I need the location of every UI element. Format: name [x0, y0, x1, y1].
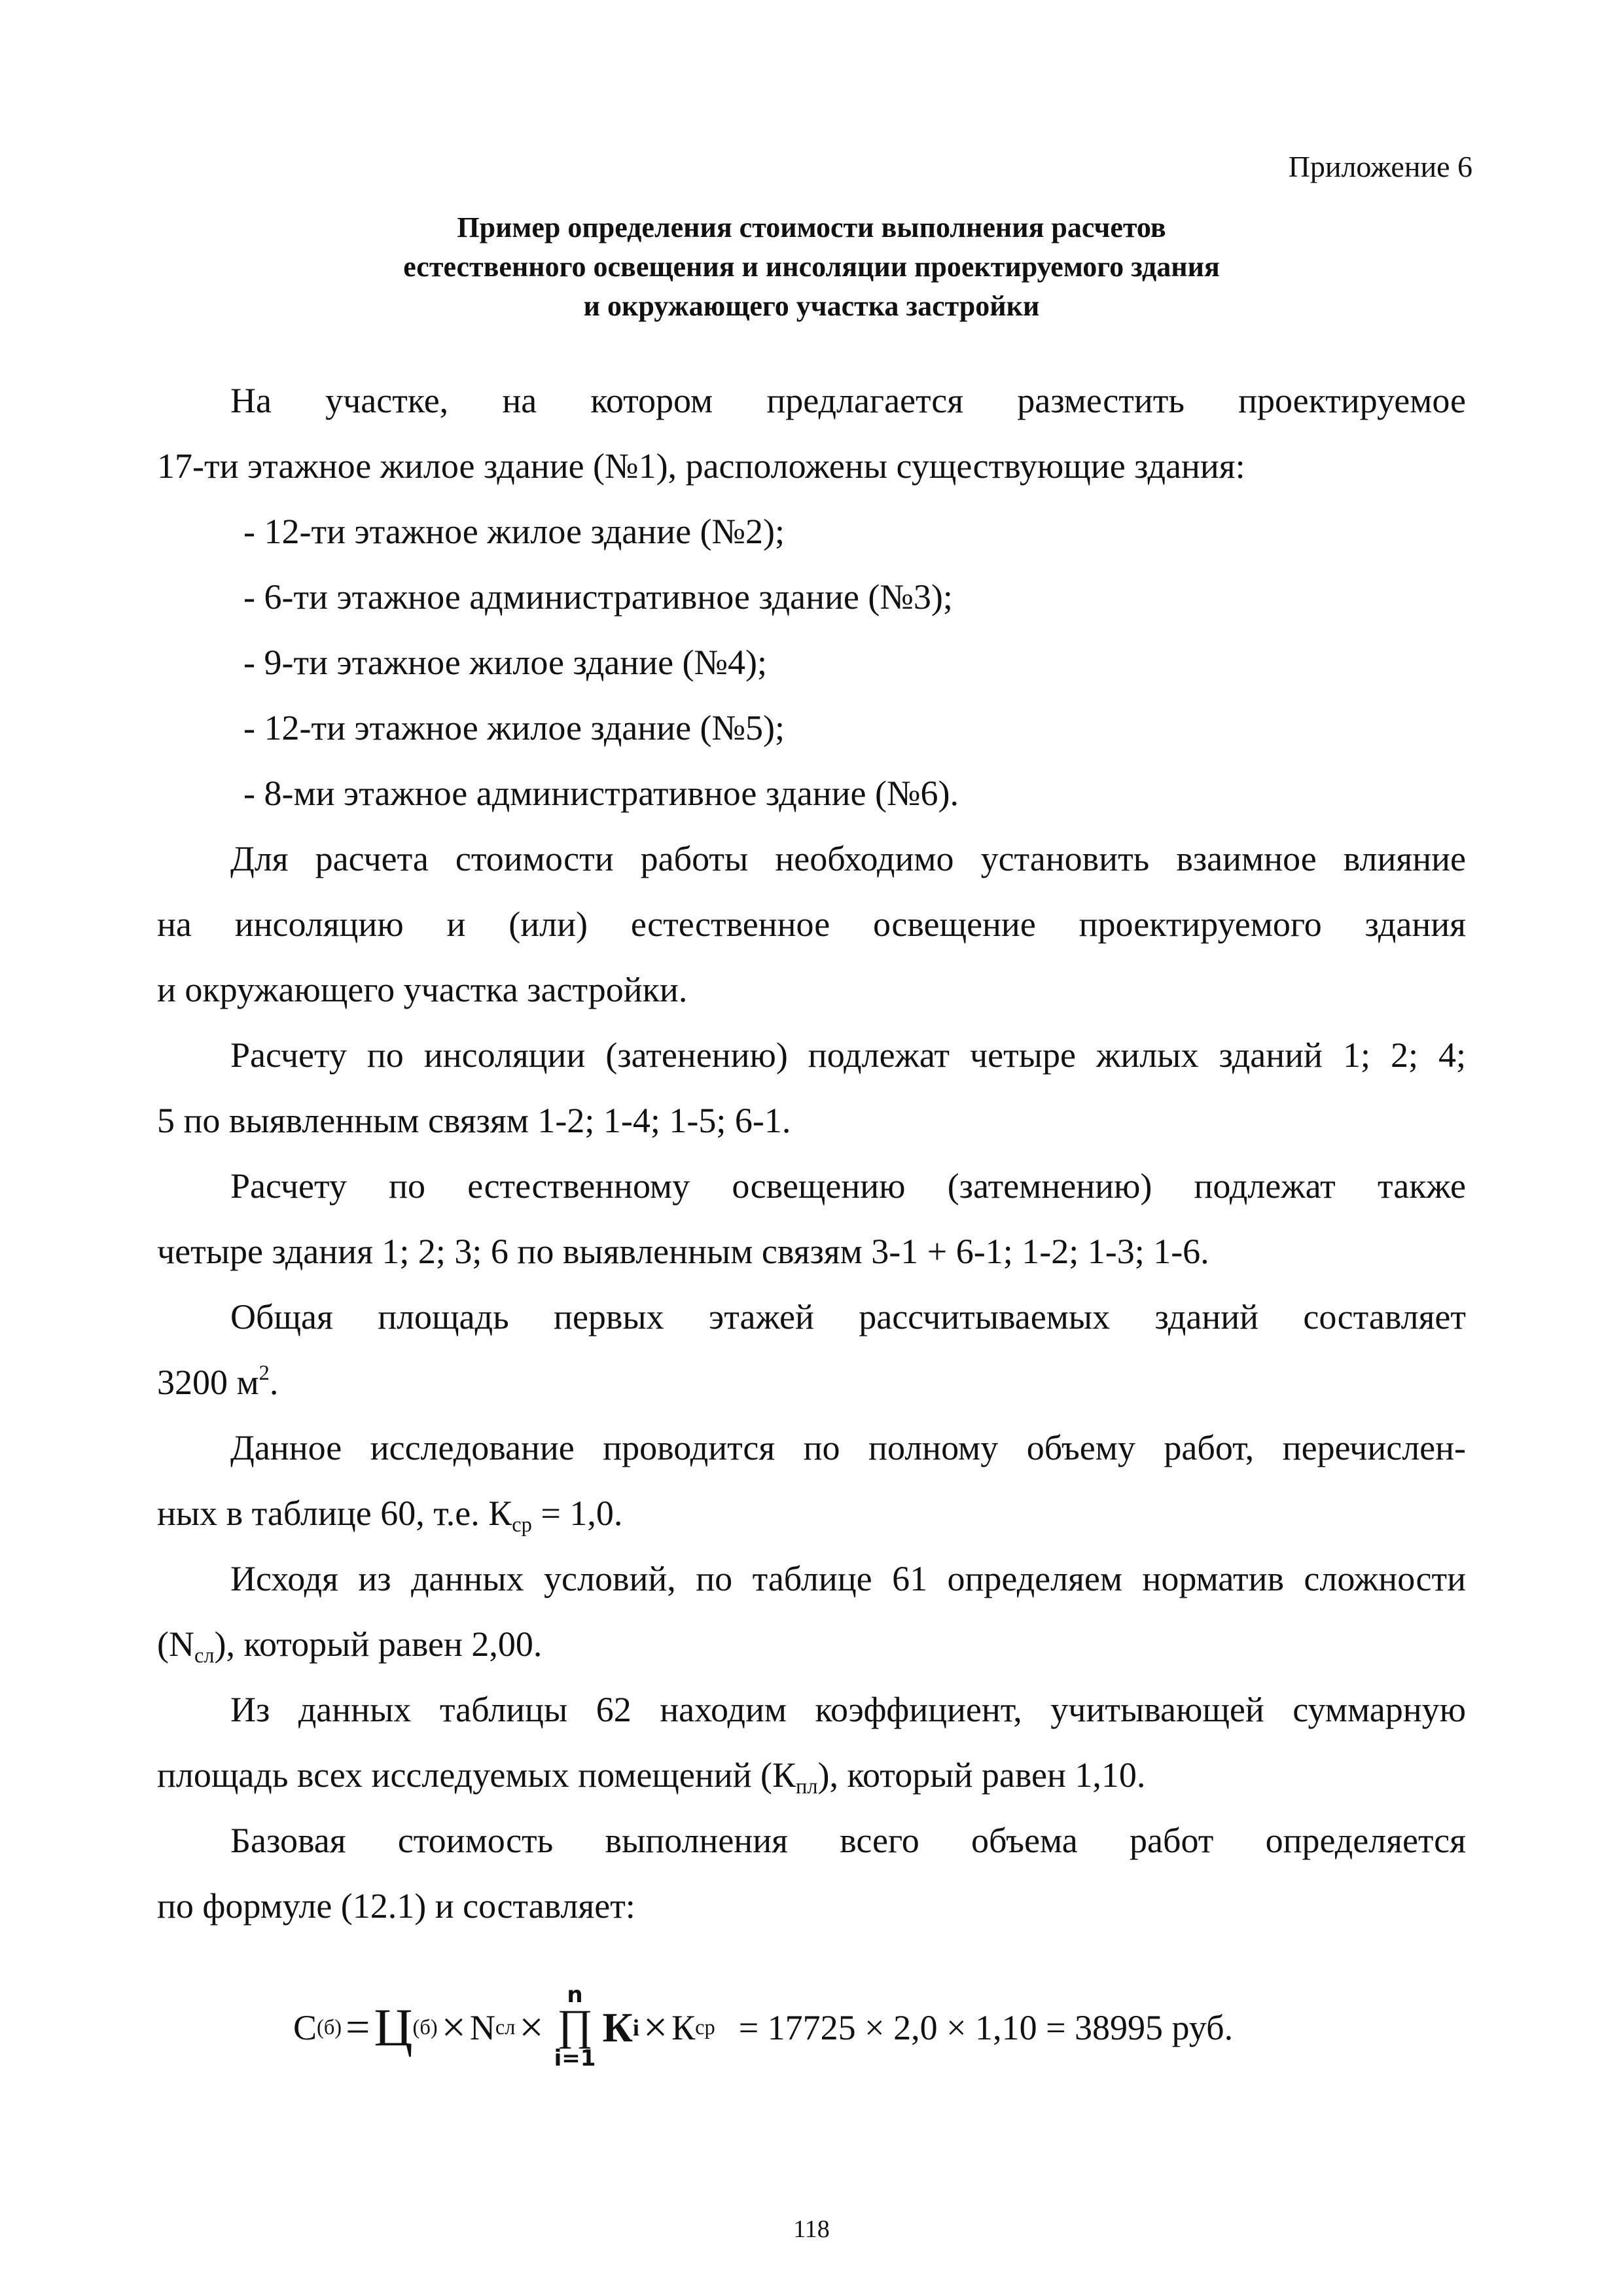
product-lower-limit: i=1: [554, 2045, 596, 2072]
text-run: (N: [157, 1624, 194, 1664]
text-run: = 1,0.: [531, 1494, 623, 1533]
text-run: ), который равен 2,00.: [214, 1624, 543, 1664]
paragraph-line: Исходя из данных условий, по таблице 61 определяем норматив сложности: [230, 1559, 1466, 1598]
area-value: 3200 м: [157, 1363, 259, 1402]
formula-price: Ц: [374, 1998, 413, 2057]
paragraph-line: [157, 1611, 1466, 1677]
formula-result: = 17725 × 2,0 × 1,10 = 38995 руб.: [738, 2008, 1234, 2047]
subscript: пл: [796, 1775, 818, 1799]
formula-times: ×: [441, 2003, 466, 2051]
paragraph-line: Для расчета стоимости работы необходимо установить взаимное влияние: [230, 839, 1466, 878]
paragraph-line: и окружающего участка застройки.: [157, 970, 688, 1009]
paragraph-line: Данное исследование проводится по полному объему работ, перечислен-: [230, 1428, 1466, 1467]
subscript: сл: [194, 1644, 215, 1668]
list-item: - 9-ти этажное жилое здание (№4);: [243, 643, 768, 682]
paragraph-line: [157, 1480, 1466, 1546]
text-run: ных в таблице 60, т.е. К: [157, 1494, 512, 1533]
formula-kcp: К: [671, 2008, 696, 2047]
list-item: - 12-ти этажное жилое здание (№5);: [243, 708, 785, 747]
formula-equals: =: [346, 2003, 370, 2051]
paragraph-line: 17-ти этажное жилое здание (№1), расположены существующие здания:: [157, 446, 1245, 486]
text-run: ), который равен 1,10.: [817, 1755, 1146, 1795]
paragraph-line: Базовая стоимость выполнения всего объема работ определяется: [230, 1821, 1466, 1860]
subscript: ср: [512, 1513, 532, 1537]
area-end: .: [269, 1363, 279, 1402]
formula-c: С: [293, 2008, 317, 2047]
list-item: - 8-ми этажное административное здание (№6).: [243, 774, 959, 813]
paragraph-line: [157, 1742, 1466, 1808]
paragraph-line: На участке, на котором предлагается разместить проектируемое: [230, 381, 1466, 420]
paragraph-line: четыре здания 1; 2; 3; 6 по выявленным связям 3-1 + 6-1; 1-2; 1-3; 1-6.: [157, 1232, 1209, 1271]
product-upper-limit: n: [567, 1982, 583, 2008]
product-sign: ∏: [557, 2001, 593, 2049]
area-superscript: 2: [259, 1361, 270, 1385]
page-number: 118: [793, 2215, 830, 2243]
paragraph-line: Из данных таблицы 62 находим коэффициент, учитывающей суммарную: [230, 1690, 1466, 1729]
paragraph-line: Расчету по естественному освещению (затемнению) подлежат также: [230, 1166, 1466, 1206]
formula-times: ×: [519, 2003, 544, 2051]
paragraph-line: по формуле (12.1) и составляет:: [157, 1886, 635, 1926]
paragraph-line: 5 по выявленным связям 1-2; 1-4; 1-5; 6-1.: [157, 1101, 791, 1140]
formula-k-sub: i: [632, 2015, 639, 2041]
title-line: Пример определения стоимости выполнения расчетов: [457, 211, 1166, 243]
title-line: естественного освещения и инсоляции проектируемого здания: [403, 251, 1220, 283]
cost-formula: С (б) = Ц (б) × N сл × n ∏ i=1 К i × К ср = 17725 × 2,0 × 1,10 = 38995 руб.: [293, 1982, 1234, 2072]
formula-n: N: [469, 2008, 495, 2047]
title-line: и окружающего участка застройки: [583, 290, 1040, 322]
paragraph-line: на инсоляцию и (или) естественное освещение проектируемого здания: [157, 905, 1466, 944]
list-item: - 12-ти этажное жилое здание (№2);: [243, 512, 785, 551]
document-title: [157, 208, 1466, 326]
area-line: [157, 1350, 1466, 1415]
paragraph-line: Общая площадь первых этажей рассчитываемых зданий составляет: [230, 1297, 1466, 1336]
product-operator: [554, 1984, 596, 2072]
document-body: [157, 368, 1466, 1939]
formula-times: ×: [643, 2003, 668, 2051]
paragraph-line: Расчету по инсоляции (затенению) подлежат четыре жилых зданий 1; 2; 4;: [230, 1035, 1466, 1075]
appendix-label: Приложение 6: [1288, 150, 1472, 183]
formula-k: К: [602, 2004, 633, 2051]
text-run: площадь всех исследуемых помещений (К: [157, 1755, 796, 1795]
list-item: - 6-ти этажное административное здание (№3);: [243, 577, 953, 617]
